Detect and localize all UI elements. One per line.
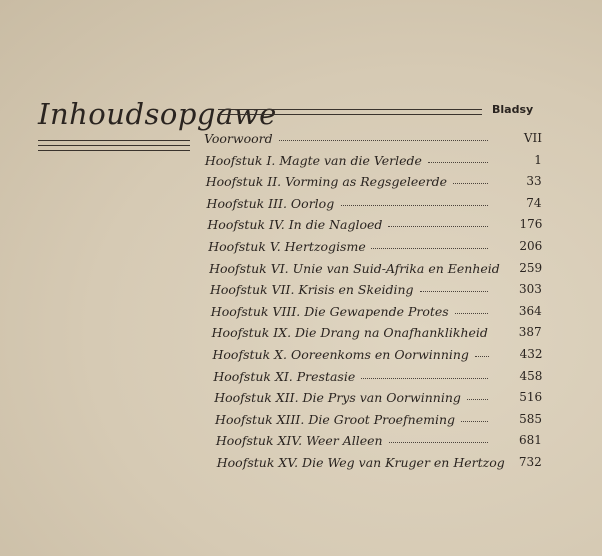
toc-entry-page: 681 — [518, 433, 542, 448]
heading-rule-middle — [218, 114, 482, 115]
toc-entry-title: Hoofstuk X. Ooreenkoms en Oorwinning — [212, 347, 469, 362]
toc-entry — [207, 196, 542, 216]
toc-entry-title: Hoofstuk I. Magte van die Verlede — [204, 152, 422, 168]
toc-entry — [216, 433, 542, 453]
toc-entry — [212, 325, 542, 345]
toc-leader-dots — [279, 140, 488, 141]
toc-leader-dots — [389, 442, 488, 443]
toc-entry — [215, 412, 542, 432]
toc-entry — [205, 153, 542, 173]
toc-entry — [211, 304, 542, 324]
toc-entry — [209, 261, 542, 281]
toc-entry-title: Hoofstuk VI. Unie van Suid-Afrika en Eenheid — [209, 260, 500, 276]
toc-entry-page: 259 — [519, 260, 543, 275]
toc-entry-title: Hoofstuk III. Oorlog — [206, 195, 335, 211]
toc-entry — [204, 131, 542, 151]
toc-entry-page: 432 — [519, 347, 543, 361]
toc-entry-title: Hoofstuk XI. Prestasie — [213, 368, 356, 384]
toc-entry-title: Hoofstuk VIII. Die Gewapende Protes — [210, 303, 449, 319]
toc-entry-page: VII — [523, 131, 542, 145]
page-column-label: Bladsy — [492, 103, 534, 116]
toc-entry-page: 458 — [519, 368, 543, 383]
toc-leader-dots — [467, 399, 488, 400]
toc-entry — [207, 217, 542, 237]
toc-leader-dots — [461, 421, 488, 422]
toc-leader-dots — [388, 226, 488, 227]
toc-entry-title: Voorwoord — [204, 131, 273, 146]
toc-entry-page: 33 — [526, 174, 542, 189]
toc-entry-page: 585 — [519, 411, 543, 426]
toc-entry — [213, 369, 542, 389]
toc-entry-page: 516 — [519, 390, 543, 405]
toc-entry — [210, 282, 542, 302]
toc-entry-title: Hoofstuk VII. Krisis en Skeiding — [209, 282, 414, 298]
toc-entry-page: 387 — [518, 325, 542, 340]
toc-leader-dots — [475, 356, 489, 357]
toc-entry-page: 1 — [534, 152, 542, 167]
heading-rule-top — [218, 109, 482, 110]
heading-underline-1 — [38, 140, 190, 141]
toc-entry-title: Hoofstuk V. Hertzogisme — [208, 239, 366, 254]
toc-leader-dots — [453, 183, 488, 184]
toc-entry-page: 206 — [519, 239, 543, 253]
toc-entry-title: Hoofstuk XV. Die Weg van Kruger en Hertzog — [216, 455, 505, 470]
toc-entry-page: 732 — [518, 455, 542, 469]
toc-entry — [213, 347, 543, 367]
toc-entry-page: 74 — [526, 195, 542, 210]
toc-entry — [214, 390, 542, 410]
toc-entry-page: 303 — [519, 282, 542, 297]
toc-entry-title: Hoofstuk IV. In die Nagloed — [207, 217, 383, 233]
toc-leader-dots — [420, 291, 488, 292]
toc-entry-page: 364 — [518, 303, 542, 318]
toc-leader-dots — [361, 378, 488, 379]
toc-entry — [206, 174, 542, 194]
heading-underline-2 — [38, 145, 190, 146]
toc-entry — [217, 455, 542, 475]
toc-leader-dots — [428, 162, 488, 163]
toc-entry-title: Hoofstuk XII. Die Prys van Oorwinning — [214, 390, 461, 406]
heading-underline-3 — [38, 150, 190, 151]
toc-heading: Inhoudsopgawe — [38, 97, 277, 131]
toc-leader-dots — [371, 248, 488, 249]
toc-entry-page: 176 — [519, 217, 543, 232]
toc-entry-title: Hoofstuk IX. Die Drang na Onafhanklikheid — [211, 325, 488, 341]
toc-entry-title: Hoofstuk XIV. Weer Alleen — [215, 433, 383, 449]
toc-leader-dots — [341, 205, 488, 206]
toc-entry — [208, 239, 542, 259]
toc-entry-title: Hoofstuk II. Vorming as Regsgeleerde — [205, 174, 448, 190]
toc-entry-title: Hoofstuk XIII. Die Groot Proefneming — [215, 411, 456, 427]
toc-leader-dots — [455, 313, 488, 314]
